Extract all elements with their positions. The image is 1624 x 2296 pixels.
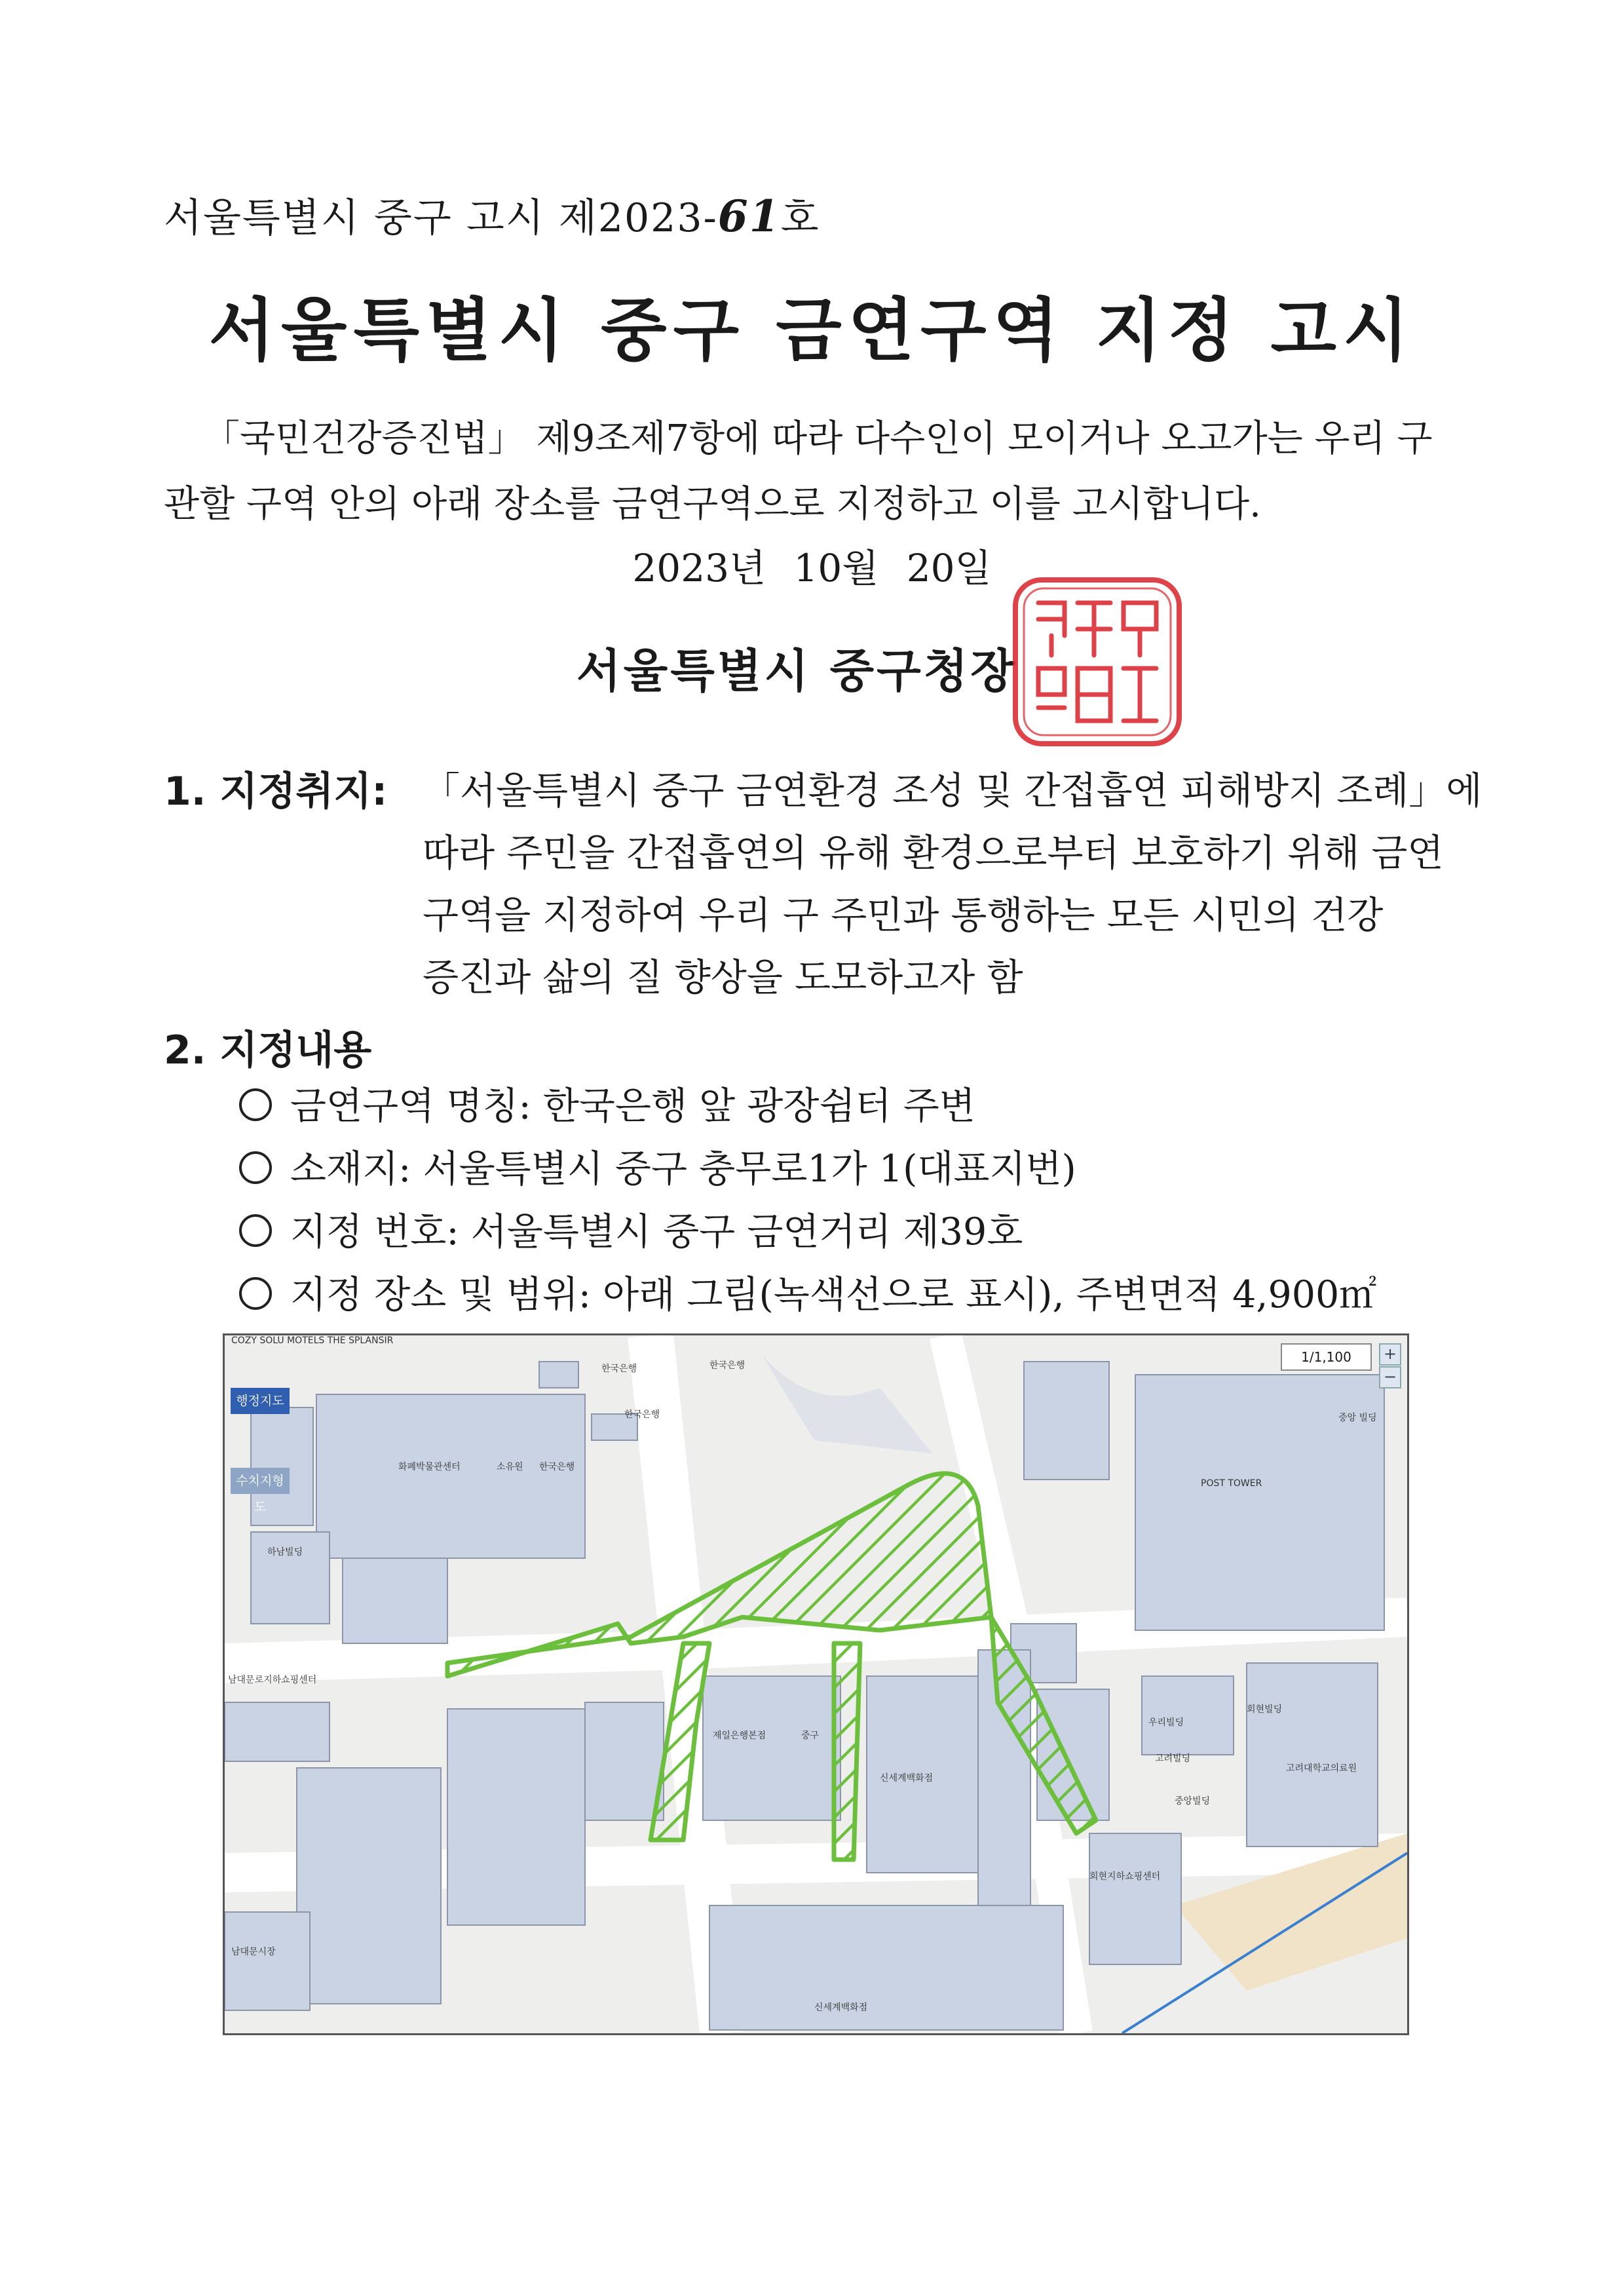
section1-line: 구역을 지정하여 우리 구 주민과 통행하는 모든 시민의 건강 — [423, 894, 1384, 937]
map-label: 남대문로지하쇼핑센터 — [228, 1675, 317, 1685]
section1-line: 증진과 삶의 질 향상을 도모하고자 함 — [423, 956, 1023, 999]
map-label: 하남빌딩 — [267, 1547, 303, 1558]
section1-body — [423, 760, 1482, 1009]
zoom-in-button[interactable]: + — [1379, 1343, 1401, 1366]
map-label: 고려대학교의료원 — [1286, 1763, 1357, 1774]
map-label: 회현지하쇼핑센터 — [1089, 1871, 1161, 1882]
map-label: 중앙 빌딩 — [1338, 1413, 1377, 1423]
zone-map[interactable] — [223, 1333, 1409, 2035]
map-label: 신세계백화점 — [814, 2002, 868, 2013]
map-label: 소유원 — [497, 1462, 523, 1472]
map-label: 한국은행 — [539, 1462, 575, 1472]
map-label: 남대문시장 — [231, 1947, 276, 1957]
map-label: 제일은행본점 — [713, 1731, 766, 1741]
map-label: 한국은행 — [601, 1364, 637, 1374]
map-label: 신세계백화점 — [880, 1773, 934, 1784]
circle-bullet-icon — [239, 1151, 272, 1184]
map-label: POST TOWER — [1201, 1478, 1262, 1489]
notice-suffix: 호 — [780, 195, 820, 241]
map-label: 화폐박물관센터 — [398, 1462, 461, 1472]
map-label: 회현빌딩 — [1247, 1704, 1283, 1715]
intro-line-1: 「국민건강증진법」 제9조제7항에 따라 다수인이 모이거나 오고가는 우리 구 — [203, 417, 1433, 460]
map-label: 우리빌딩 — [1148, 1717, 1184, 1728]
map-label: 중구 — [801, 1731, 820, 1741]
intro-line-2: 관할 구역 안의 아래 장소를 금연구역으로 지정하고 이를 고시합니다. — [164, 483, 1261, 526]
notice-handwritten-number: 61 — [717, 191, 781, 242]
official-seal — [999, 564, 1196, 760]
section2-items — [239, 1075, 1376, 1326]
notice-date: 2023년 10월 20일 — [632, 546, 992, 590]
map-label: 중앙빌딩 — [1175, 1796, 1211, 1807]
circle-bullet-icon — [239, 1277, 272, 1310]
map-label: COZY SOLU MOTELS THE SPLANSIR — [231, 1335, 394, 1346]
circle-bullet-icon — [239, 1214, 272, 1247]
section2-title: 2. 지정내용 — [164, 1027, 372, 1073]
list-item: 금연구역 명칭: 한국은행 앞 광장쉼터 주변 — [239, 1075, 1376, 1138]
map-canvas — [225, 1335, 1407, 2033]
document-title: 서울특별시 중구 금연구역 지정 고시 — [208, 290, 1416, 370]
map-scale[interactable]: 1/1,100 — [1281, 1343, 1372, 1371]
list-item: 지정 장소 및 범위: 아래 그림(녹색선으로 표시), 주변면적 4,900㎡ — [239, 1263, 1376, 1326]
notice-prefix: 서울특별시 중구 고시 제2023- — [164, 195, 718, 241]
section1-line: 따라 주민을 간접흡연의 유해 환경으로부터 보호하기 위해 금연 — [423, 832, 1444, 875]
map-label: 고려빌딩 — [1155, 1753, 1191, 1764]
zoom-out-button[interactable]: − — [1379, 1366, 1401, 1388]
tab-topographic-map[interactable]: 수치지형도 — [231, 1468, 290, 1494]
intro-paragraph — [164, 406, 1467, 537]
list-item: 지정 번호: 서울특별시 중구 금연거리 제39호 — [239, 1200, 1376, 1263]
notice-number — [164, 187, 820, 243]
section1-line: 「서울특별시 중구 금연환경 조성 및 간접흡연 피해방지 조례」에 — [423, 769, 1482, 813]
signatory: 서울특별시 중구청장 — [576, 644, 1017, 698]
map-label: 한국은행 — [624, 1409, 660, 1420]
section1-title: 1. 지정취지: — [164, 769, 388, 814]
map-label: 한국은행 — [709, 1360, 746, 1371]
circle-bullet-icon — [239, 1088, 272, 1121]
list-item: 소재지: 서울특별시 중구 충무로1가 1(대표지번) — [239, 1138, 1376, 1200]
tab-admin-map[interactable]: 행정지도 — [231, 1388, 290, 1414]
